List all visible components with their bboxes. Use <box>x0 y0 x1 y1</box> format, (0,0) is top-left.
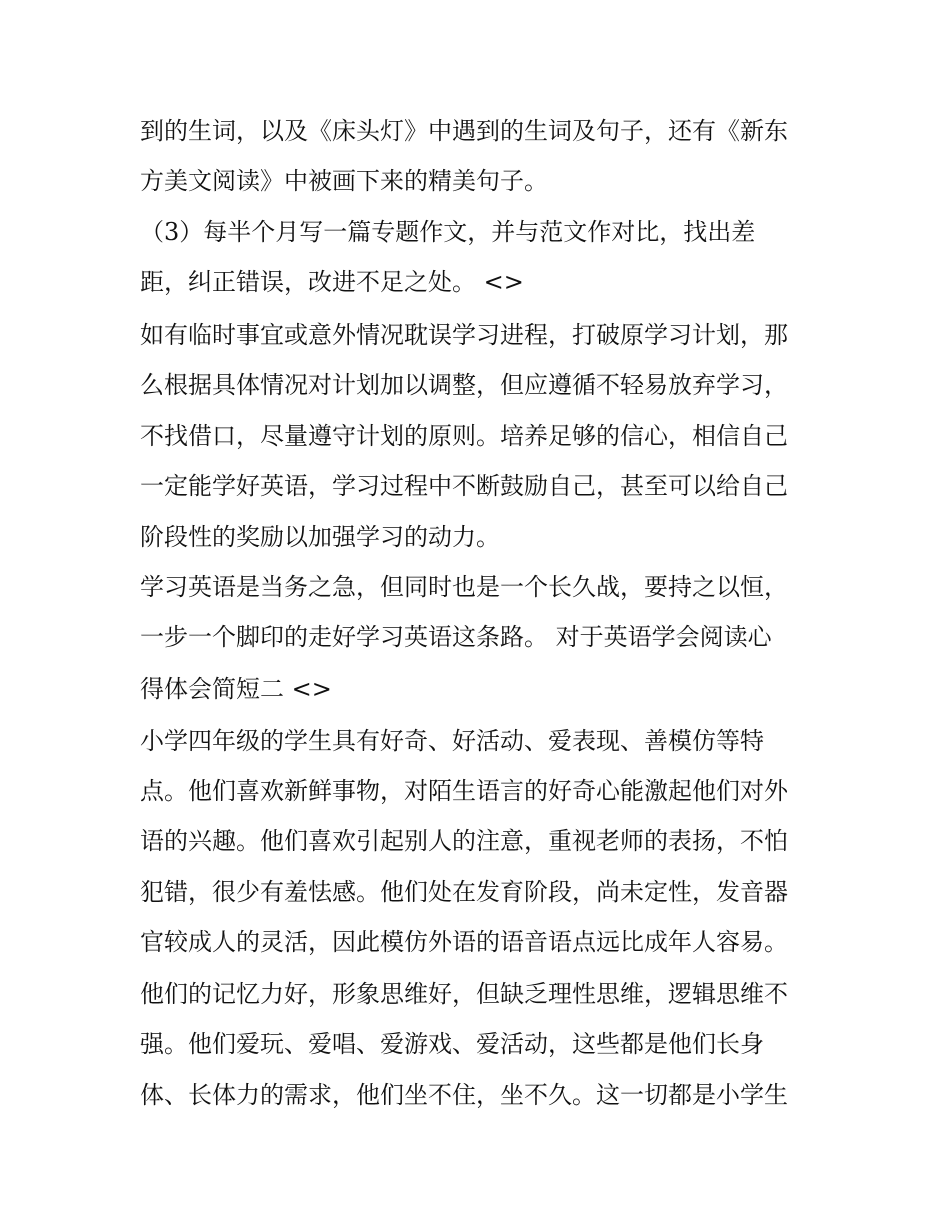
text-line: 体、长体力的需求，他们坐不住，坐不久。这一切都是小学生 <box>140 1081 788 1109</box>
text-line: 方美文阅读》中被画下来的精美句子。 <box>140 167 548 195</box>
text-line: 么根据具体情况对计划加以调整，但应遵循不轻易放弃学习， <box>140 371 788 399</box>
text-line: 犯错，很少有羞怯感。他们处在发育阶段，尚未定性，发音器 <box>140 878 788 906</box>
text-line: 一定能学好英语，学习过程中不断鼓励自己，甚至可以给自己 <box>140 472 788 500</box>
text-line: 阶段性的奖励以加强学习的动力。 <box>140 523 500 551</box>
text-line: 强。他们爱玩、爱唱、爱游戏、爱活动，这些都是他们长身 <box>140 1030 764 1058</box>
text-line: 一步一个脚印的走好学习英语这条路。 对于英语学会阅读心 <box>140 623 772 651</box>
text-line: 他们的记忆力好，形象思维好，但缺乏理性思维，逻辑思维不 <box>140 980 788 1008</box>
text-line: 学习英语是当务之急，但同时也是一个长久战，要持之以恒， <box>140 573 788 601</box>
text-line: 得体会简短二 <> <box>140 675 332 703</box>
text-line: 小学四年级的学生具有好奇、好活动、爱表现、善模仿等特 <box>140 727 764 755</box>
text-line: （3）每半个月写一篇专题作文，并与范文作对比，找出差 <box>140 218 756 246</box>
text-line: 如有临时事宜或意外情况耽误学习进程，打破原学习计划，那 <box>140 321 788 349</box>
text-line: 到的生词，以及《床头灯》中遇到的生词及句子，还有《新东 <box>140 117 788 145</box>
text-line: 点。他们喜欢新鲜事物，对陌生语言的好奇心能激起他们对外 <box>140 777 788 805</box>
text-line: 不找借口，尽量遵守计划的原则。培养足够的信心，相信自己 <box>140 422 788 450</box>
text-line: 距，纠正错误，改进不足之处。 <> <box>140 268 524 296</box>
text-line: 语的兴趣。他们喜欢引起别人的注意，重视老师的表扬，不怕 <box>140 827 788 855</box>
text-line: 官较成人的灵活，因此模仿外语的语音语点远比成年人容易。 <box>140 928 788 956</box>
